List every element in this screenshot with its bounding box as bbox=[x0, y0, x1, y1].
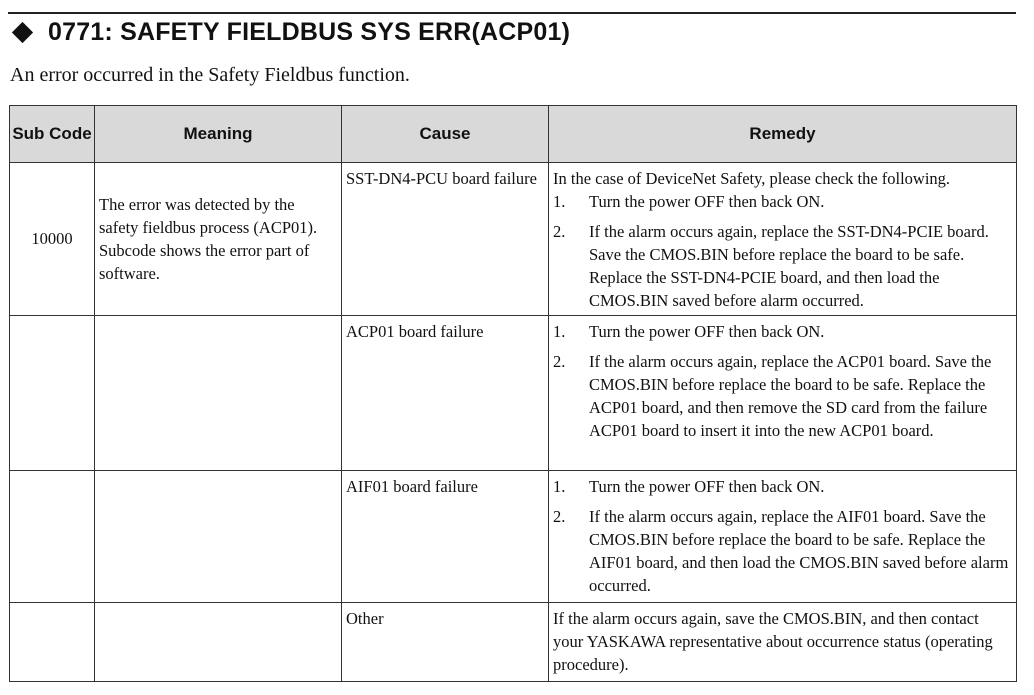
step-text: Turn the power OFF then back ON. bbox=[589, 192, 825, 211]
table-row bbox=[10, 603, 1017, 682]
remedy-step bbox=[553, 505, 1012, 597]
step-text: Turn the power OFF then back ON. bbox=[589, 322, 825, 341]
alarm-description: An error occurred in the Safety Fieldbus function. bbox=[10, 64, 410, 86]
sub-code-cell bbox=[10, 471, 95, 603]
remedy-cell bbox=[549, 163, 1017, 316]
header-sub-code: Sub Code bbox=[10, 106, 95, 163]
table-header-row bbox=[10, 106, 1017, 163]
meaning-cell: The error was detected by the safety fieldbus process (ACP01). Subcode shows the error part of software. bbox=[95, 163, 342, 316]
top-rule bbox=[8, 12, 1016, 14]
remedy-step bbox=[553, 475, 1012, 498]
table-row bbox=[10, 471, 1017, 603]
step-number: 2. bbox=[553, 352, 566, 371]
meaning-cell bbox=[95, 471, 342, 603]
step-text: If the alarm occurs again, replace the AIF01 board. Save the CMOS.BIN before replace the board to be safe. Replace the AIF01 board, and then load the CMOS.BIN saved before alarm occurred. bbox=[589, 507, 1009, 595]
meaning-cell bbox=[95, 603, 342, 682]
table-row bbox=[10, 316, 1017, 471]
step-number: 1. bbox=[553, 477, 566, 496]
step-number: 2. bbox=[553, 507, 566, 526]
remedy-step bbox=[553, 190, 1012, 213]
remedy-step bbox=[553, 320, 1012, 343]
sub-code-cell bbox=[10, 316, 95, 471]
header-meaning: Meaning bbox=[95, 106, 342, 163]
step-text: Turn the power OFF then back ON. bbox=[589, 477, 825, 496]
remedy-step bbox=[553, 220, 1012, 312]
cause-cell: SST-DN4-PCU board failure bbox=[342, 163, 549, 316]
remedy-cell bbox=[549, 316, 1017, 471]
alarm-table bbox=[9, 105, 1017, 682]
cause-cell: AIF01 board failure bbox=[342, 471, 549, 603]
step-number: 1. bbox=[553, 192, 566, 211]
cause-cell: Other bbox=[342, 603, 549, 682]
step-number: 2. bbox=[553, 222, 566, 241]
step-text: If the alarm occurs again, replace the ACP01 board. Save the CMOS.BIN before replace the board to be safe. Replace the ACP01 board, and then remove the SD card from the failure ACP01 board to insert it into the new ACP01 board. bbox=[589, 352, 992, 440]
remedy-cell bbox=[549, 471, 1017, 603]
meaning-cell bbox=[95, 316, 342, 471]
alarm-heading bbox=[10, 18, 570, 47]
table-row bbox=[10, 163, 1017, 316]
remedy-cell: If the alarm occurs again, save the CMOS.BIN, and then contact your YASKAWA representative about occurrence status (operating procedure). bbox=[549, 603, 1017, 682]
diamond-bullet-icon bbox=[12, 22, 33, 43]
cause-cell: ACP01 board failure bbox=[342, 316, 549, 471]
remedy-intro: In the case of DeviceNet Safety, please check the following. bbox=[553, 169, 951, 188]
alarm-title: 0771: SAFETY FIELDBUS SYS ERR(ACP01) bbox=[48, 18, 571, 46]
step-number: 1. bbox=[553, 322, 566, 341]
remedy-step bbox=[553, 350, 1012, 442]
sub-code-cell bbox=[10, 603, 95, 682]
header-cause: Cause bbox=[342, 106, 549, 163]
header-remedy: Remedy bbox=[549, 106, 1017, 163]
sub-code-cell: 10000 bbox=[10, 163, 95, 316]
step-text: If the alarm occurs again, replace the SST-DN4-PCIE board. Save the CMOS.BIN before replace the board to be safe. Replace the SST-DN4-PCIE board, and then load the CMOS.BIN saved before alarm occurred. bbox=[589, 222, 989, 310]
